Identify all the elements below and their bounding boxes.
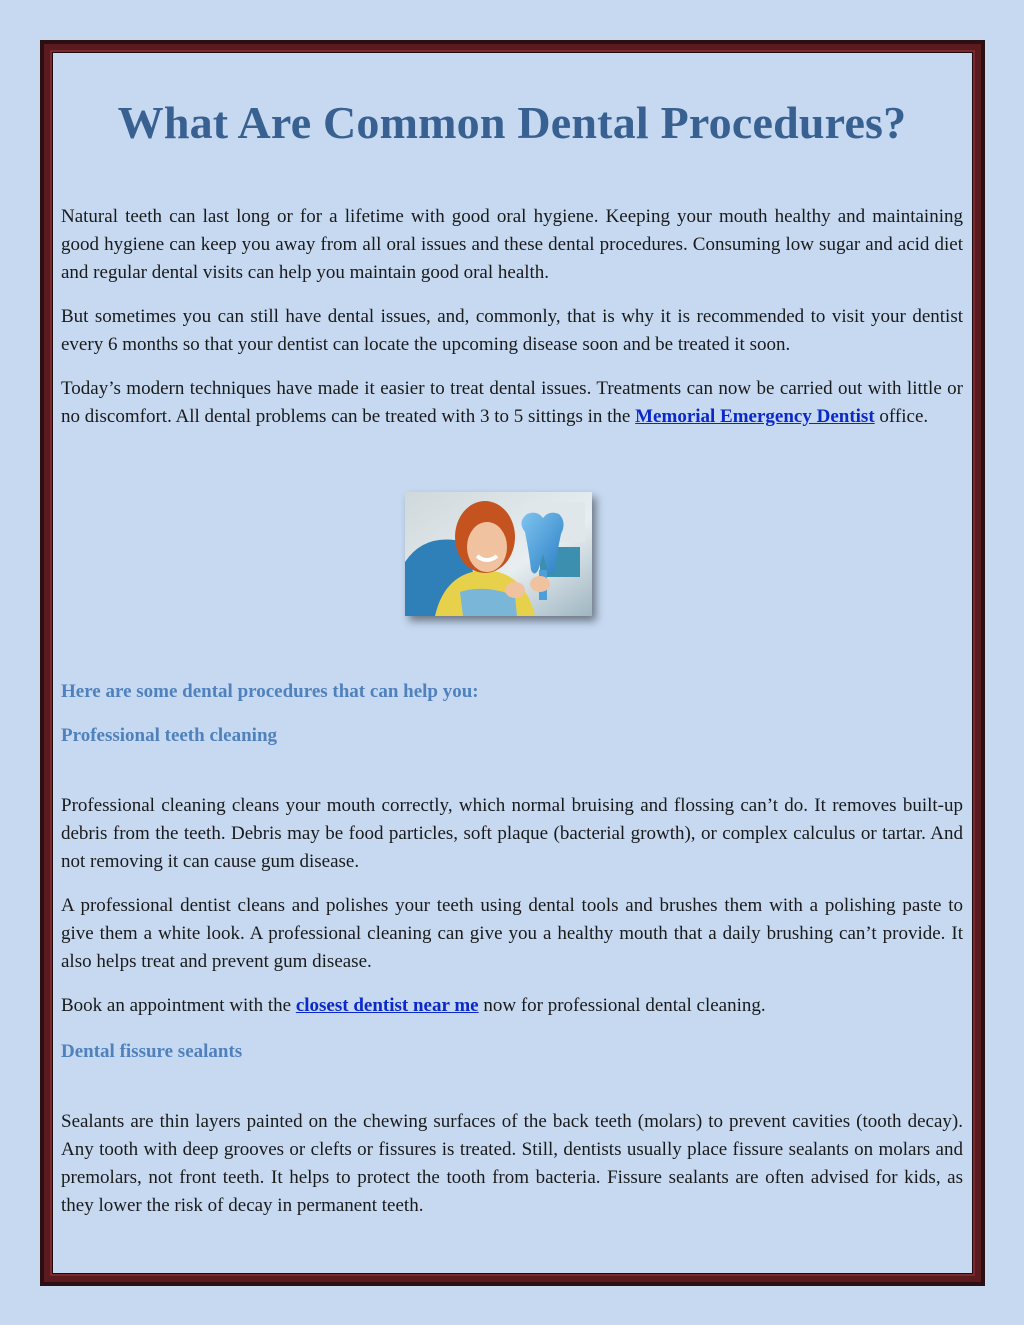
intro-p3-text-after: office. <box>874 406 929 427</box>
cleaning-heading: Professional teeth cleaning <box>61 725 278 746</box>
cleaning-heading-container <box>61 722 963 750</box>
cleaning-paragraph-2-container <box>61 892 963 976</box>
cleaning-paragraph-2: A professional dentist cleans and polishes your teeth using dental tools and brushes them with a polishing paste to give them a white look. A professional cleaning can give you a healthy mouth that a daily brushing can’t provide. It also helps treat and prevent gum disease. <box>61 895 963 972</box>
intro-paragraph-1-container <box>61 203 963 287</box>
cleaning-paragraph-1-container <box>61 792 963 876</box>
sealants-heading: Dental fissure sealants <box>61 1041 243 1062</box>
section-intro-heading: Here are some dental procedures that can help you: <box>61 681 479 702</box>
sealants-paragraph-container <box>61 1108 963 1220</box>
woman-with-mirror-icon <box>405 492 592 616</box>
intro-paragraph-2-container <box>61 303 963 359</box>
intro-paragraph-1: Natural teeth can last long or for a lifetime with good oral hygiene. Keeping your mouth healthy and maintaining good hygiene can keep you away from all oral issues and these dental procedures. Consuming low sugar and acid diet and regular dental visits can help you maintain good oral health. <box>61 206 963 283</box>
intro-paragraph-3 <box>61 375 963 431</box>
cleaning-paragraph-3-container <box>61 992 963 1020</box>
sealants-heading-container <box>61 1038 963 1066</box>
closest-dentist-link[interactable]: closest dentist near me <box>295 995 479 1016</box>
memorial-emergency-dentist-link[interactable]: Memorial Emergency Dentist <box>635 406 875 427</box>
intro-paragraph-3-container <box>61 375 963 431</box>
cleaning-paragraph-1: Professional cleaning cleans your mouth correctly, which normal bruising and flossing can’t do. It removes built-up debris from the teeth. Debris may be food particles, soft plaque (bacterial growth), or complex calculus or tartar. And not removing it can cause gum disease. <box>61 795 963 872</box>
sealants-paragraph: Sealants are thin layers painted on the chewing surfaces of the back teeth (molars) to prevent cavities (tooth decay). Any tooth with deep grooves or clefts or fissures is treated. Still, dentists usually place fissure sealants on molars and premolars, not front teeth. It helps to protect the tooth from bacteria. Fissure sealants are often advised for kids, as they lower the risk of decay in permanent teeth. <box>61 1111 963 1216</box>
intro-p3-text-before: Today’s modern techniques have made it easier to treat dental issues. Treatments can now be carried out with little or no discomfort. All dental problems can be treated with 3 to 5 sittings in the <box>61 378 963 427</box>
section-intro-container <box>61 678 963 706</box>
page-title: What Are Common Dental Procedures? <box>117 97 907 148</box>
intro-paragraph-2: But sometimes you can still have dental issues, and, commonly, that is why it is recommended to visit your dentist every 6 months so that your dentist can locate the upcoming disease soon and be treated it soon. <box>61 306 963 355</box>
cleaning-p3-text-before: Book an appointment with the <box>61 995 296 1016</box>
cleaning-paragraph-3 <box>61 992 963 1020</box>
dental-patient-photo <box>405 492 592 616</box>
cleaning-p3-text-after: now for professional dental cleaning. <box>478 995 766 1016</box>
